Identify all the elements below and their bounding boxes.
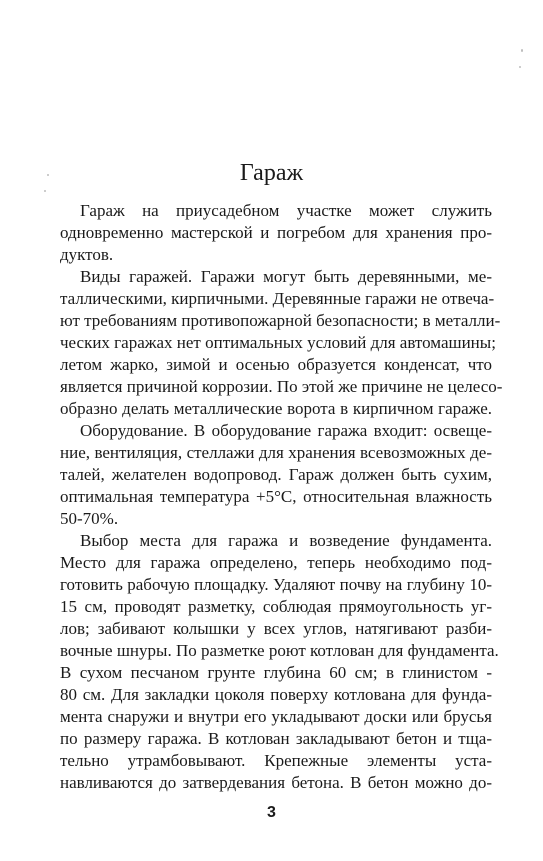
scan-speck	[521, 49, 523, 52]
text-line: Гараж на приусадебном участке может служить	[80, 201, 492, 220]
text-line: готовить рабочую площадку. Удаляют почву на глубину 10-	[60, 575, 492, 594]
page-number: 3	[267, 804, 276, 821]
text-line: дуктов.	[60, 245, 114, 264]
text-line: 50-70%.	[60, 509, 119, 528]
text-line: ние, вентиляция, стеллажи для хранения всевозможных де-	[60, 443, 492, 462]
text-line: Виды гаражей. Гаражи могут быть деревянными, ме-	[80, 267, 492, 286]
text-line: одновременно мастерской и погребом для хранения про-	[60, 223, 492, 242]
text-line: Оборудование. В оборудование гаража входит: освеще-	[80, 421, 492, 440]
text-line: 15 см, проводят разметку, соблюдая прямоугольность уг-	[60, 597, 492, 616]
text-line: по размеру гаража. В котлован закладывают бетон и тща-	[60, 729, 492, 748]
text-line: Место для гаража определено, теперь необходимо под-	[60, 553, 492, 572]
text-line: оптимальная температура +5°С, относительная влажность	[60, 487, 492, 506]
text-line: навливаются до затвердевания бетона. В бетон можно до-	[60, 773, 492, 792]
text-line: вочные шнуры. По разметке роют котлован для фундамента.	[60, 641, 499, 660]
text-line: является причиной коррозии. По этой же причине не целесо-	[60, 377, 503, 396]
scan-speck	[44, 190, 46, 192]
text-line: мента снаружи и внутри его укладывают доски или брусья	[60, 707, 492, 726]
text-line: В сухом песчаном грунте глубина 60 см; в глинистом -	[60, 663, 492, 682]
text-line: Выбор места для гаража и возведение фундамента.	[80, 531, 492, 550]
text-line: тельно утрамбовывают. Крепежные элементы уста-	[60, 751, 492, 770]
text-line: ют требованиям противопожарной безопасности; в металли-	[60, 311, 501, 330]
text-line: летом жарко, зимой и осенью образуется конденсат, что	[60, 355, 492, 374]
text-line: лов; забивают колышки у всех углов, натягивают разби-	[60, 619, 492, 638]
scan-speck	[47, 174, 49, 176]
scan-speck	[519, 66, 521, 68]
text-line: таллическими, кирпичными. Деревянные гаражи не отвеча-	[60, 289, 495, 308]
page-title: Гараж	[239, 160, 304, 186]
text-line: ческих гаражах нет оптимальных условий для автомашины;	[60, 333, 496, 352]
text-line: 80 см. Для закладки цоколя поверху котлована для фунда-	[60, 685, 492, 704]
text-line: образно делать металлические ворота в кирпичном гараже.	[60, 399, 492, 418]
text-line: талей, желателен водопровод. Гараж должен быть сухим,	[60, 465, 492, 484]
